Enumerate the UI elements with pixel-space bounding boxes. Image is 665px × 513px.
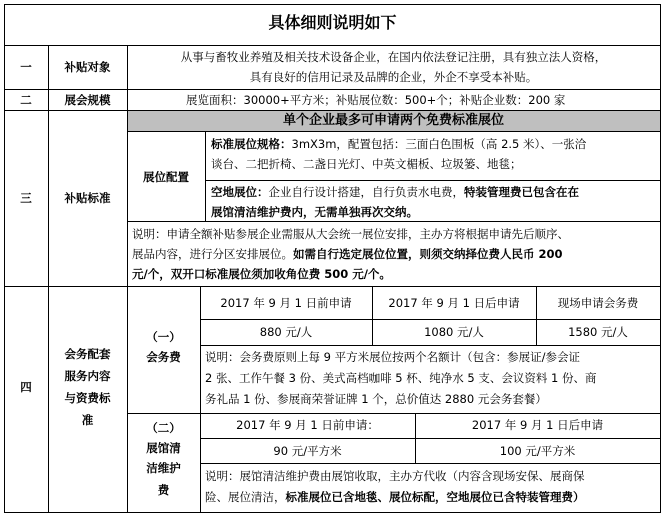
standard-booth-spec: 标准展位规格：3mX3m，配置包括：三面白色围板（高 2.5 米）、一张洽	[211, 137, 587, 151]
fee-col-head: 2017 年 9 月 1 日前申请	[220, 296, 352, 310]
raw-space-booth: 展馆清洁维护费内，无需单独再次交纳。	[211, 205, 418, 219]
table-border	[4, 286, 661, 287]
row-label: 会务配套	[64, 347, 111, 361]
row-number: 二	[20, 93, 32, 107]
standard-booth-title: 标准展位规格：	[211, 137, 292, 151]
fee-value: 1080 元/人	[424, 325, 484, 339]
booth-note: 说明：申请全额补贴参展企业需服从大会统一展位安排，主办方将根据申请先后顺序、	[132, 227, 569, 241]
table-border	[4, 45, 661, 46]
fee-value: 880 元/人	[259, 325, 313, 339]
cleaning-note: 说明：展馆清洁维护费由展馆收取，主办方代收（内容含现场安保、展商保	[205, 469, 585, 483]
cleaning-value: 90 元/平方米	[273, 444, 342, 458]
booth-note: 元/个，双开口标准展位须加收角位费 500 元/个。	[132, 267, 391, 281]
cleaning-value: 100 元/平方米	[499, 444, 576, 458]
table-border	[4, 4, 5, 513]
row-label: 展会规模	[64, 93, 111, 107]
table-border	[4, 89, 661, 90]
fee-note: 务礼品 1 份、参展商荣誉证牌 1 个，总价值达 2880 元会务套餐）	[205, 392, 547, 406]
fee-note: 说明：会务费原则上每 9 平方米展位按两个名额计（包含：参展证/参会证	[205, 350, 580, 364]
cleaning-label: （二）	[146, 421, 181, 435]
cleaning-label: 展馆清	[146, 441, 181, 455]
table-border	[200, 286, 201, 513]
table-border	[4, 110, 661, 111]
table-border	[127, 131, 661, 132]
banner-text: 单个企业最多可申请两个免费标准展位	[282, 113, 504, 128]
cleaning-note: 险、展位清洁，标准展位已含地毯、展位标配，空地展位已含特装管理费）	[205, 490, 585, 504]
booth-note: 展品内容，进行分区安排展位。如需自行选定展位位置，则须交纳择位费人民币 200	[132, 247, 563, 261]
row-number: 四	[20, 380, 32, 394]
row-label: 服务内容	[64, 369, 111, 383]
table-border	[660, 4, 661, 513]
row-label: 补贴标准	[64, 191, 111, 205]
cleaning-col-head: 2017 年 9 月 1 日后申请	[471, 418, 604, 432]
fee-col-head: 现场申请会务费	[557, 296, 639, 310]
row-number: 三	[20, 191, 32, 205]
fee-value: 1580 元/人	[568, 325, 628, 339]
table-border	[127, 221, 661, 222]
table-border	[205, 180, 661, 181]
row-content: 具有良好的信用记录及品牌的企业，外企不享受本补贴。	[249, 70, 538, 84]
cleaning-col-head: 2017 年 9 月 1 日前申请：	[236, 418, 379, 432]
fee-note: 2 张、工作午餐 3 份、美式高档咖啡 5 杯、纯净水 5 支、会议资料 1 份、商	[205, 371, 597, 385]
fee-label: 会务费	[146, 350, 181, 364]
row-content: 从事与畜牧业养殖及相关技术设备企业，在国内依法登记注册，具有独立法人资格，	[180, 50, 607, 64]
table-border	[48, 45, 49, 513]
sub-label: 展位配置	[143, 170, 189, 184]
table-border	[200, 438, 661, 439]
table-border	[200, 345, 661, 346]
row-label: 准	[81, 413, 94, 427]
table-border	[205, 131, 206, 221]
row-content: 展览面积：30000+平方米；补贴展位数：500+个；补贴企业数：200 家	[186, 93, 566, 107]
fee-col-head: 2017 年 9 月 1 日后申请	[388, 296, 520, 310]
row-label: 补贴对象	[64, 60, 111, 74]
row-label: 与资费标	[64, 391, 111, 405]
fee-label: （一）	[146, 330, 181, 344]
cleaning-label: 洁维护	[146, 461, 181, 475]
table-border	[127, 413, 661, 414]
table-border	[4, 4, 661, 5]
raw-space-booth: 空地展位：企业自行设计搭建，自行负责水电费，特装管理费已包含在在	[211, 185, 579, 199]
table-border	[200, 463, 661, 464]
cleaning-label: 费	[157, 483, 170, 497]
row-number: 一	[20, 60, 32, 74]
page-title: 具体细则说明如下	[268, 13, 397, 32]
standard-booth-spec: 谈台、二把折椅、二盏日光灯、中英文楣板、垃圾篓、地毯；	[211, 157, 522, 171]
table-border	[200, 319, 661, 320]
